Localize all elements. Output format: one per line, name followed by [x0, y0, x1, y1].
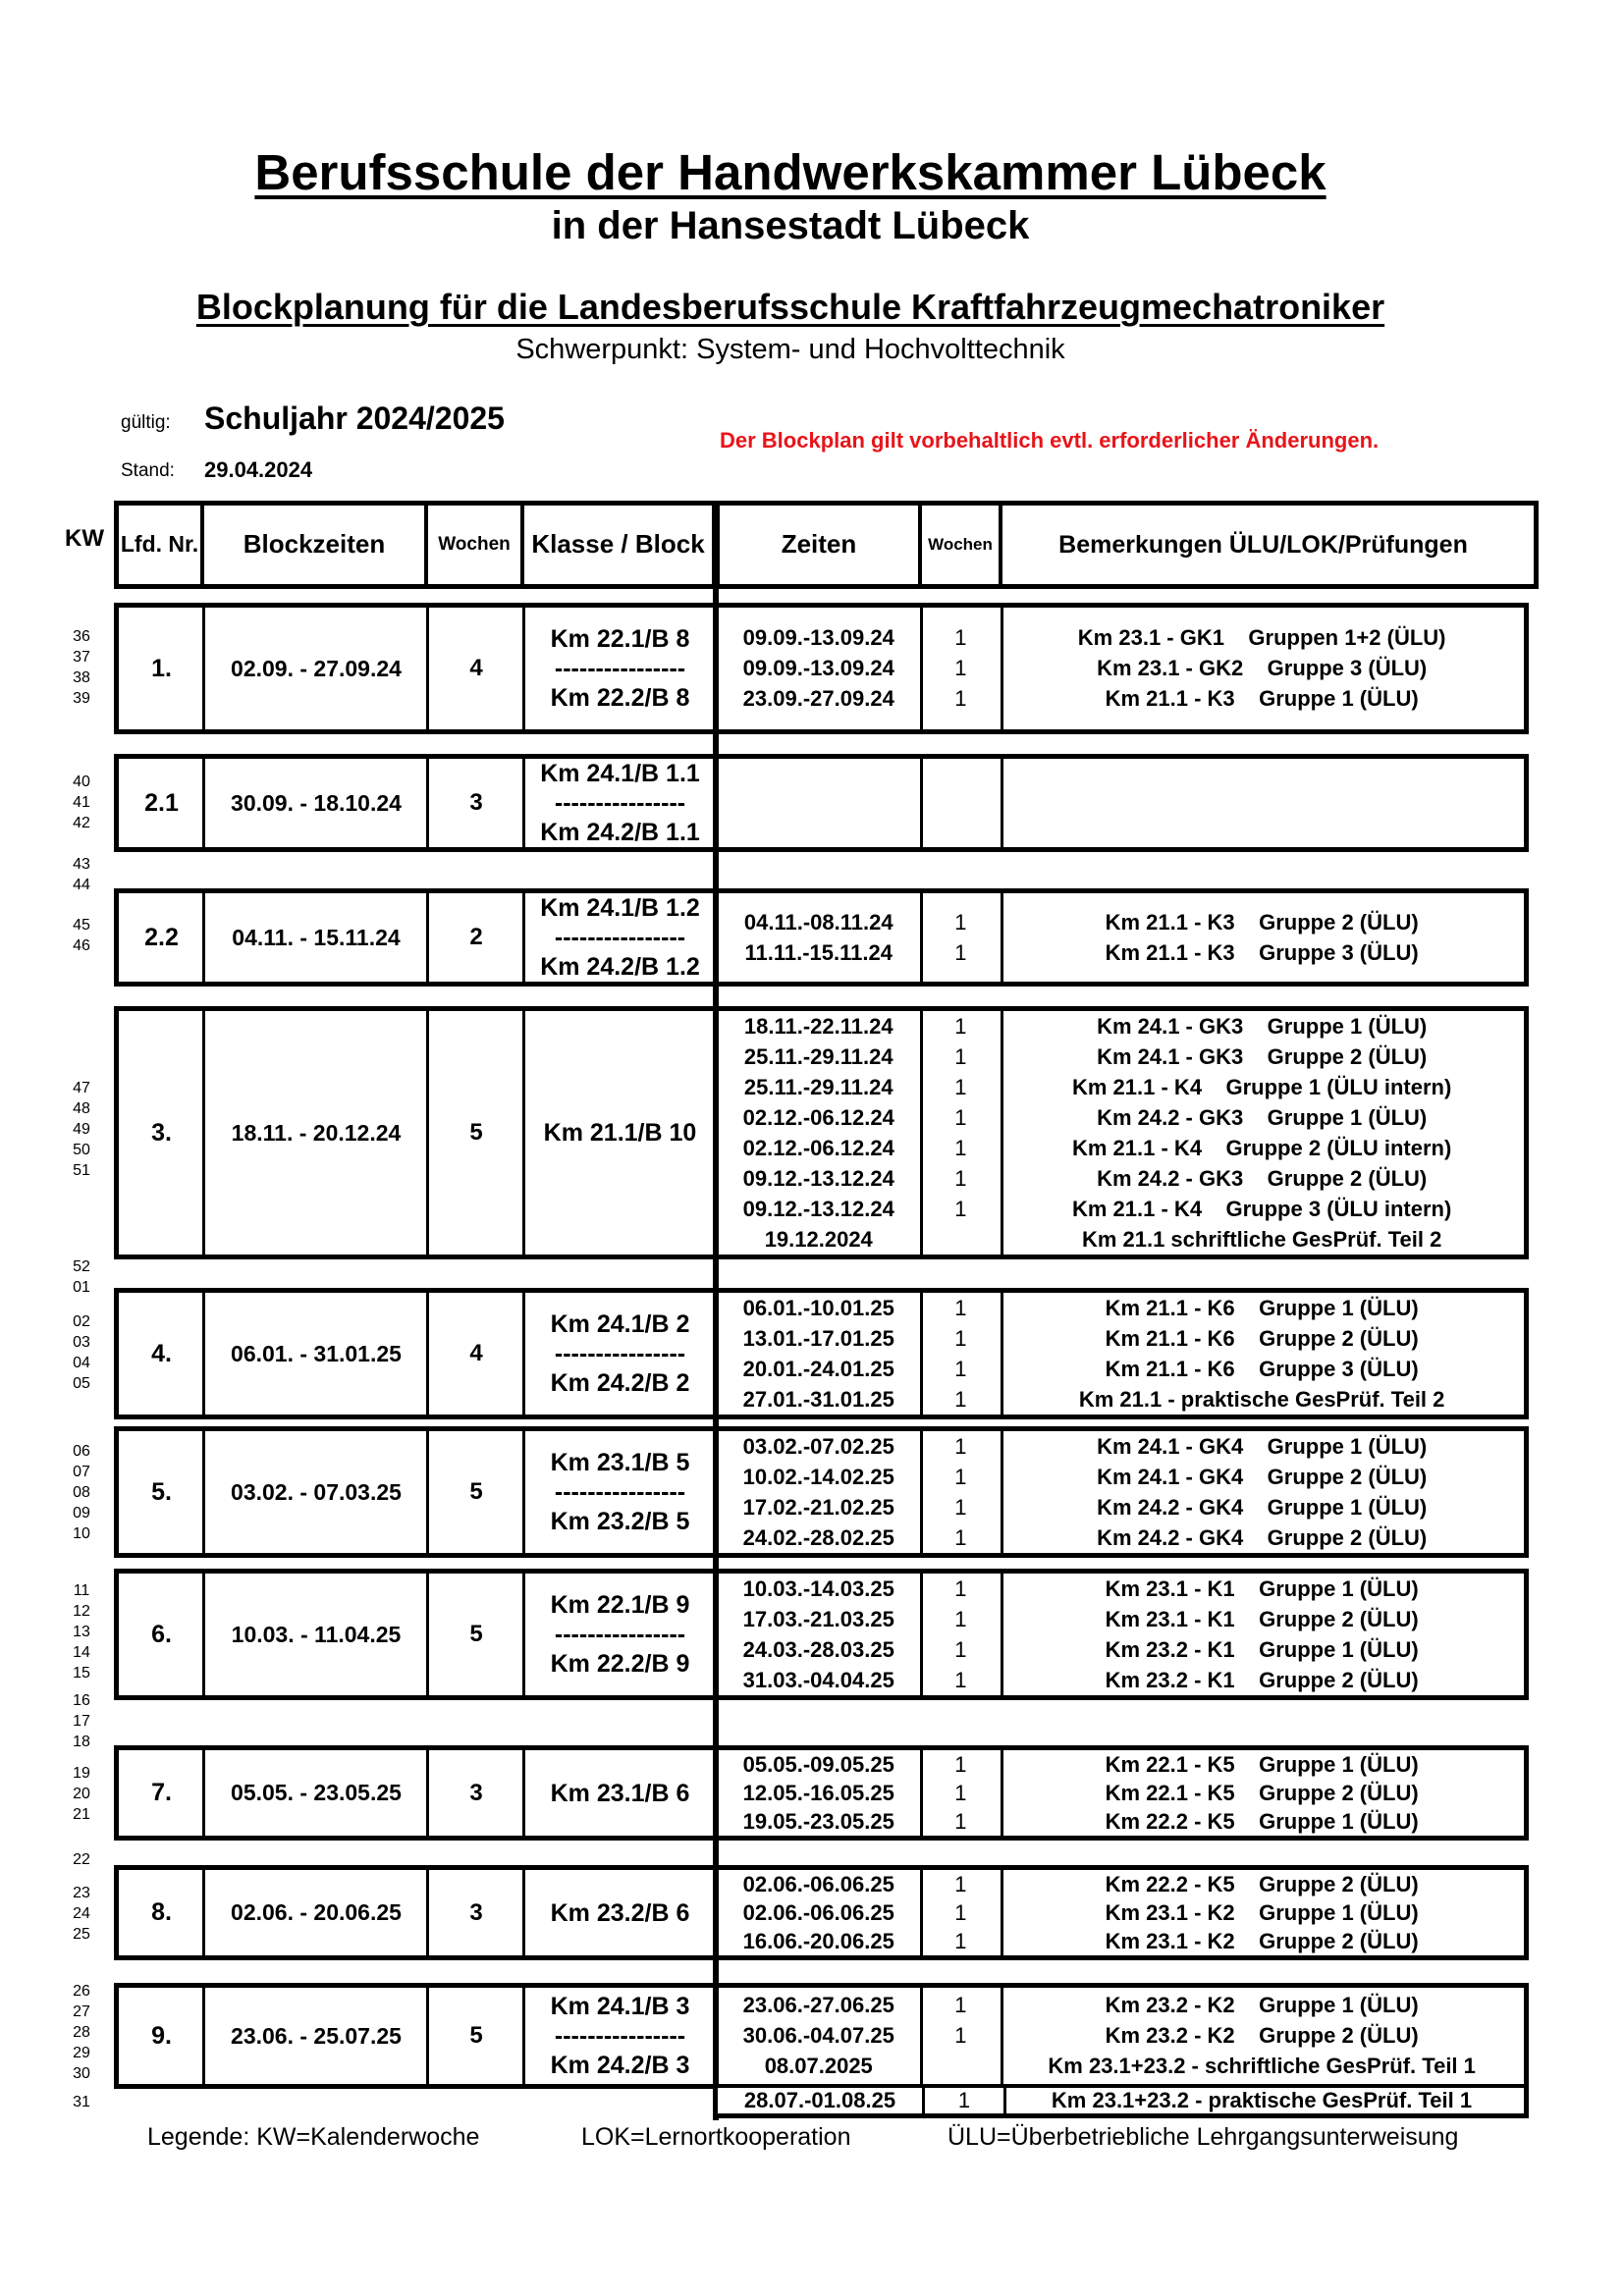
- block-detail-rows: [716, 893, 1524, 982]
- last-row: [713, 2085, 1529, 2118]
- block-detail-rows: [716, 759, 1524, 847]
- block-weeks: 4: [469, 1340, 483, 1366]
- row-weeks: 1: [954, 1074, 967, 1099]
- row-weeks: 1: [954, 656, 967, 680]
- kw-list: [62, 1883, 101, 1945]
- row-period: 19.05.-23.05.25: [742, 1808, 894, 1834]
- kw-number: 30: [73, 2065, 90, 2082]
- kw-list: [62, 915, 101, 956]
- row-remark: Km 21.1 - K6 Gruppe 3 (ÜLU): [1105, 1356, 1419, 1381]
- kw-gap-3: 16 17 18: [73, 1692, 90, 1750]
- bemerkungen-header: Bemerkungen ÜLU/LOK/Prüfungen: [1058, 530, 1468, 559]
- class-separator: ----------------: [554, 655, 686, 682]
- kw-list: [62, 626, 101, 709]
- kw-number: 02: [73, 1313, 90, 1330]
- row-period: 09.12.-13.12.24: [742, 1196, 894, 1221]
- block-period: 10.03. - 11.04.25: [231, 1621, 402, 1647]
- row-period: 25.11.-29.11.24: [743, 1074, 893, 1099]
- class-label: Km 24.1/B 3: [550, 1993, 690, 2020]
- block-number: 7.: [151, 1779, 172, 1806]
- row-weeks: 1: [954, 1135, 967, 1160]
- row-weeks: 1: [954, 686, 967, 711]
- table-row: [716, 1323, 1524, 1354]
- wochen-header: Wochen: [428, 506, 524, 584]
- block-detail-rows: [716, 1574, 1524, 1695]
- kw-list: [62, 1580, 101, 1683]
- row-weeks: 1: [954, 2023, 967, 2048]
- row-weeks: 1: [954, 1013, 967, 1039]
- kw-number: 13: [73, 1624, 90, 1640]
- row-period: 25.11.-29.11.24: [743, 1043, 893, 1069]
- blockzeiten-header: Blockzeiten: [204, 506, 428, 584]
- row-period: 23.09.-27.09.24: [742, 686, 894, 711]
- klasse-header: Klasse / Block: [524, 506, 716, 584]
- block-class: [524, 1870, 716, 1955]
- table-row: [716, 654, 1524, 684]
- kw-number: 09: [73, 1505, 90, 1522]
- block-period: 06.01. - 31.01.25: [231, 1340, 402, 1366]
- row-weeks: 1: [954, 1636, 967, 1662]
- row-weeks: 1: [954, 1606, 967, 1631]
- table-row: [716, 623, 1524, 654]
- row-period: 23.06.-27.06.25: [742, 1993, 894, 2017]
- table-row: [716, 1354, 1524, 1384]
- row-period: 13.01.-17.01.25: [742, 1325, 894, 1351]
- kw-number: 21: [73, 1806, 90, 1823]
- table-row: [716, 937, 1524, 968]
- kw-number: 07: [73, 1464, 90, 1480]
- legend-lok: LOK=Lernortkooperation: [581, 2123, 851, 2151]
- kw-number: 03: [73, 1334, 90, 1351]
- block-3: [114, 888, 1529, 987]
- kw-number: 46: [73, 937, 90, 954]
- table-row: [716, 1665, 1524, 1695]
- class-label: Km 23.2/B 6: [550, 1898, 690, 1927]
- table-row: [716, 1163, 1524, 1194]
- kw-number: 47: [73, 1080, 90, 1096]
- row-remark: Km 23.1 - K1 Gruppe 1 (ÜLU): [1105, 1575, 1419, 1601]
- block-class: [524, 1574, 716, 1695]
- kw-gap-4: 22: [73, 1851, 90, 1868]
- plan-title: Blockplanung für die Landesberufsschule Kraftfahrzeugmechatroniker: [195, 287, 1385, 327]
- table-row: [716, 1522, 1524, 1553]
- kw-number: 41: [73, 794, 90, 811]
- class-label: Km 22.2/B 8: [550, 684, 690, 712]
- block-7: [114, 1569, 1529, 1700]
- wochen2-header: Wochen: [922, 506, 1002, 584]
- row-weeks: 1: [954, 1667, 967, 1692]
- block-period: 23.06. - 25.07.25: [231, 2022, 402, 2049]
- block-period: 05.05. - 23.05.25: [231, 1780, 402, 1805]
- row-weeks: 1: [954, 1871, 967, 1896]
- row-remark: Km 23.1 - GK2 Gruppe 3 (ÜLU): [1097, 656, 1428, 680]
- table-row: [716, 1634, 1524, 1665]
- row-weeks: 1: [954, 625, 967, 650]
- row-period: 19.12.2024: [764, 1226, 873, 1252]
- last-row-wochen: 1: [957, 2088, 971, 2112]
- kw-number: 12: [73, 1603, 90, 1620]
- table-row: [716, 1293, 1524, 1323]
- row-period: 03.02.-07.02.25: [742, 1433, 894, 1459]
- block-number: 3.: [151, 1118, 172, 1147]
- block-weeks: 4: [469, 655, 483, 681]
- row-remark: Km 21.1 - K3 Gruppe 3 (ÜLU): [1105, 939, 1419, 965]
- kw-number: 06: [73, 1443, 90, 1460]
- class-label: Km 23.1/B 6: [550, 1779, 690, 1807]
- row-remark: Km 21.1 - K3 Gruppe 2 (ÜLU): [1105, 909, 1419, 934]
- class-separator: ----------------: [554, 1621, 686, 1648]
- row-remark: Km 21.1 - K6 Gruppe 2 (ÜLU): [1105, 1325, 1419, 1351]
- class-label: Km 22.1/B 9: [550, 1591, 690, 1619]
- table-row: [716, 1102, 1524, 1133]
- row-weeks: 1: [954, 1524, 967, 1550]
- stand-value: 29.04.2024: [204, 457, 313, 482]
- block-6: [114, 1426, 1529, 1558]
- row-remark: Km 22.2 - K5 Gruppe 1 (ÜLU): [1105, 1808, 1419, 1834]
- kw-list: [62, 1981, 101, 2084]
- row-weeks: 1: [954, 909, 967, 934]
- block-class: [524, 1750, 716, 1836]
- row-period: 27.01.-31.01.25: [742, 1386, 894, 1412]
- kw-number: 05: [73, 1375, 90, 1392]
- row-period: 02.06.-06.06.25: [742, 1899, 894, 1925]
- table-row: [716, 684, 1524, 715]
- class-label: Km 24.1/B 1.1: [540, 760, 700, 787]
- class-separator: ----------------: [554, 2022, 686, 2050]
- block-number: 5.: [151, 1477, 172, 1506]
- zeiten-header: Zeiten: [716, 506, 922, 584]
- lfd-header: Lfd. Nr.: [119, 506, 204, 584]
- kw-gap-5: 31: [73, 2094, 90, 2110]
- row-weeks: 1: [954, 1494, 967, 1520]
- row-weeks: 1: [954, 1386, 967, 1412]
- kw-number: 11: [73, 1582, 90, 1599]
- block-9: [114, 1865, 1529, 1960]
- table-row: [716, 1807, 1524, 1836]
- kw-number: 48: [73, 1100, 90, 1117]
- row-remark: Km 23.1 - GK1 Gruppen 1+2 (ÜLU): [1077, 625, 1446, 650]
- table-row: [716, 1462, 1524, 1492]
- kw-number: 20: [73, 1786, 90, 1802]
- kw-list: [62, 1441, 101, 1544]
- class-label: Km 24.2/B 1.1: [540, 819, 700, 846]
- row-remark: Km 23.1 - K2 Gruppe 2 (ÜLU): [1105, 1928, 1419, 1953]
- kw-number: 45: [73, 917, 90, 934]
- class-separator: ----------------: [554, 789, 686, 817]
- block-weeks: 2: [469, 924, 483, 950]
- kw-number: 25: [73, 1926, 90, 1943]
- notice-text: Der Blockplan gilt vorbehaltlich evtl. erforderlicher Änderungen.: [720, 428, 1380, 453]
- school-title: Berufsschule der Handwerkskammer Lübeck: [254, 144, 1326, 200]
- table-row: [716, 1133, 1524, 1163]
- table-row: [716, 2052, 1524, 2082]
- block-detail-rows: [716, 1870, 1524, 1955]
- row-remark: Km 24.1 - GK4 Gruppe 1 (ÜLU): [1097, 1433, 1428, 1459]
- block-detail-rows: [716, 1750, 1524, 1836]
- row-weeks: 1: [954, 1780, 967, 1805]
- block-class: [524, 1431, 716, 1553]
- kw-list: [62, 1763, 101, 1825]
- class-separator: ----------------: [554, 1340, 686, 1367]
- row-remark: Km 23.2 - K1 Gruppe 1 (ÜLU): [1105, 1636, 1419, 1662]
- kw-number: 27: [73, 2003, 90, 2020]
- row-weeks: 1: [954, 939, 967, 965]
- block-class: [524, 608, 716, 729]
- row-remark: Km 24.1 - GK4 Gruppe 2 (ÜLU): [1097, 1464, 1428, 1489]
- block-detail-rows: [716, 1293, 1524, 1415]
- block-detail-rows: [716, 1431, 1524, 1553]
- table-row: [716, 1870, 1524, 1898]
- kw-list: [62, 1311, 101, 1394]
- row-weeks: 1: [954, 1295, 967, 1320]
- row-remark: Km 21.1 - praktische GesPrüf. Teil 2: [1078, 1386, 1445, 1412]
- block-number: 9.: [151, 2021, 172, 2050]
- block-class: [524, 1988, 716, 2084]
- kw-gap-2: 52 01: [73, 1258, 90, 1296]
- row-period: 02.12.-06.12.24: [742, 1135, 894, 1160]
- legend-ulu: ÜLU=Überbetriebliche Lehrgangsunterweisung: [947, 2123, 1459, 2151]
- row-remark: Km 23.1 - K2 Gruppe 1 (ÜLU): [1105, 1899, 1419, 1925]
- block-weeks: 5: [469, 2022, 483, 2049]
- row-weeks: 1: [954, 1433, 967, 1459]
- block-class: [524, 893, 716, 982]
- table-row: [716, 1779, 1524, 1807]
- block-8: [114, 1745, 1529, 1841]
- row-period: 18.11.-22.11.24: [743, 1013, 893, 1039]
- kw-list: [62, 1078, 101, 1181]
- stand-label: Stand:: [121, 460, 175, 481]
- block-number: 6.: [151, 1620, 172, 1648]
- row-weeks: 1: [954, 1575, 967, 1601]
- last-row-zeit: 28.07.-01.08.25: [743, 2088, 896, 2112]
- row-period: 09.09.-13.09.24: [742, 656, 894, 680]
- kw-number: 14: [73, 1644, 90, 1661]
- row-remark: Km 23.2 - K2 Gruppe 1 (ÜLU): [1105, 1993, 1419, 2017]
- row-remark: Km 24.1 - GK3 Gruppe 1 (ÜLU): [1097, 1013, 1428, 1039]
- table-row: [716, 1011, 1524, 1041]
- block-1: [114, 603, 1529, 734]
- block-weeks: 3: [469, 1898, 483, 1926]
- row-remark: Km 21.1 - K4 Gruppe 1 (ÜLU intern): [1072, 1074, 1452, 1099]
- block-2: [114, 754, 1529, 852]
- kw-number: 24: [73, 1905, 90, 1922]
- row-remark: Km 24.2 - GK4 Gruppe 1 (ÜLU): [1097, 1494, 1428, 1520]
- row-remark: Km 21.1 - K6 Gruppe 1 (ÜLU): [1105, 1295, 1419, 1320]
- kw-number: 39: [73, 690, 90, 707]
- block-4: [114, 1006, 1529, 1259]
- table-row: [716, 1194, 1524, 1224]
- block-period: 04.11. - 15.11.24: [232, 924, 401, 950]
- row-period: 09.12.-13.12.24: [742, 1165, 894, 1191]
- class-label: Km 22.2/B 9: [550, 1650, 690, 1678]
- kw-number: 08: [73, 1484, 90, 1501]
- row-weeks: 1: [954, 1928, 967, 1953]
- kw-number: 51: [73, 1162, 90, 1179]
- kw-number: 38: [73, 669, 90, 686]
- class-label: Km 24.2/B 1.2: [540, 953, 700, 981]
- row-remark: Km 22.1 - K5 Gruppe 1 (ÜLU): [1105, 1751, 1419, 1777]
- row-remark: Km 23.2 - K1 Gruppe 2 (ÜLU): [1105, 1667, 1419, 1692]
- class-separator: ----------------: [554, 1478, 686, 1506]
- block-period: 18.11. - 20.12.24: [231, 1119, 402, 1146]
- table-row: [716, 1574, 1524, 1604]
- row-remark: Km 23.1 - K1 Gruppe 2 (ÜLU): [1105, 1606, 1419, 1631]
- row-remark: Km 24.2 - GK3 Gruppe 2 (ÜLU): [1097, 1165, 1428, 1191]
- table-row: [716, 1604, 1524, 1634]
- row-weeks: 1: [954, 1356, 967, 1381]
- class-label: Km 23.2/B 5: [550, 1508, 690, 1535]
- block-period: 03.02. - 07.03.25: [231, 1478, 402, 1505]
- block-number: 1.: [151, 654, 172, 682]
- valid-label: gültig:: [121, 412, 171, 433]
- kw-list: [62, 772, 101, 833]
- block-detail-rows: [716, 608, 1524, 729]
- block-weeks: 5: [469, 1621, 483, 1647]
- row-weeks: 1: [954, 1325, 967, 1351]
- last-row-bem: Km 23.1+23.2 - praktische GesPrüf. Teil 1: [1051, 2088, 1473, 2112]
- block-number: 4.: [151, 1339, 172, 1367]
- row-weeks: 1: [954, 1104, 967, 1130]
- row-period: 08.07.2025: [764, 2054, 873, 2078]
- table-row: [716, 1898, 1524, 1927]
- table-row: [716, 1750, 1524, 1779]
- block-number: 8.: [151, 1898, 172, 1926]
- table-row: [716, 1991, 1524, 2021]
- block-class: [524, 1011, 716, 1255]
- row-remark: Km 24.2 - GK3 Gruppe 1 (ÜLU): [1097, 1104, 1428, 1130]
- row-period: 06.01.-10.01.25: [742, 1295, 894, 1320]
- class-label: Km 24.1/B 2: [550, 1310, 690, 1338]
- kw-number: 19: [73, 1765, 90, 1782]
- row-weeks: 1: [954, 1165, 967, 1191]
- row-remark: Km 22.1 - K5 Gruppe 2 (ÜLU): [1105, 1780, 1419, 1805]
- block-period: 02.06. - 20.06.25: [231, 1899, 402, 1925]
- kw-header: KW: [65, 525, 104, 552]
- kw-number: 10: [73, 1525, 90, 1542]
- block-5: [114, 1288, 1529, 1419]
- table-row: [716, 1041, 1524, 1072]
- class-label: Km 22.1/B 8: [550, 625, 690, 653]
- table-row: [716, 1927, 1524, 1955]
- kw-number: 26: [73, 1983, 90, 2000]
- kw-number: 04: [73, 1355, 90, 1371]
- kw-number: 15: [73, 1665, 90, 1682]
- kw-number: 40: [73, 774, 90, 790]
- row-remark: Km 21.1 - K3 Gruppe 1 (ÜLU): [1105, 686, 1419, 711]
- block-period: 30.09. - 18.10.24: [231, 789, 402, 816]
- block-class: [524, 1293, 716, 1415]
- row-weeks: 1: [954, 1751, 967, 1777]
- row-period: 17.02.-21.02.25: [742, 1494, 894, 1520]
- table-row: [716, 1224, 1524, 1255]
- row-remark: Km 23.2 - K2 Gruppe 2 (ÜLU): [1105, 2023, 1419, 2048]
- class-label: Km 24.2/B 2: [550, 1369, 690, 1397]
- row-period: 09.09.-13.09.24: [742, 625, 894, 650]
- row-period: 30.06.-04.07.25: [742, 2023, 894, 2048]
- kw-number: 28: [73, 2024, 90, 2041]
- row-period: 05.05.-09.05.25: [742, 1751, 894, 1777]
- row-remark: Km 21.1 schriftliche GesPrüf. Teil 2: [1081, 1226, 1442, 1252]
- kw-number: 42: [73, 815, 90, 831]
- legend-kw: Legende: KW=Kalenderwoche: [147, 2123, 480, 2151]
- row-weeks: 1: [954, 1196, 967, 1221]
- block-period: 02.09. - 27.09.24: [231, 655, 402, 681]
- row-period: 16.06.-20.06.25: [742, 1928, 894, 1953]
- row-period: 24.02.-28.02.25: [742, 1524, 894, 1550]
- kw-number: 49: [73, 1121, 90, 1138]
- block-detail-rows: [716, 1988, 1524, 2084]
- kw-number: 29: [73, 2045, 90, 2061]
- school-subtitle: in der Hansestadt Lübeck: [551, 204, 1030, 247]
- block-weeks: 5: [469, 1119, 483, 1146]
- table-row: [716, 1384, 1524, 1415]
- row-remark: Km 21.1 - K4 Gruppe 3 (ÜLU intern): [1072, 1196, 1452, 1221]
- block-weeks: 3: [469, 1779, 483, 1806]
- row-period: 20.01.-24.01.25: [742, 1356, 894, 1381]
- row-weeks: 1: [954, 1464, 967, 1489]
- table-row: [716, 1492, 1524, 1522]
- row-weeks: 1: [954, 1043, 967, 1069]
- block-weeks: 3: [469, 789, 483, 816]
- row-period: 17.03.-21.03.25: [742, 1606, 894, 1631]
- row-period: 02.06.-06.06.25: [742, 1871, 894, 1896]
- row-weeks: 1: [954, 1899, 967, 1925]
- row-period: 31.03.-04.04.25: [742, 1667, 894, 1692]
- block-weeks: 5: [469, 1478, 483, 1505]
- row-remark: Km 21.1 - K4 Gruppe 2 (ÜLU intern): [1072, 1135, 1452, 1160]
- row-remark: Km 23.1+23.2 - schriftliche GesPrüf. Teil 1: [1048, 2054, 1476, 2078]
- kw-number: 37: [73, 649, 90, 666]
- row-period: 02.12.-06.12.24: [742, 1104, 894, 1130]
- class-label: Km 23.1/B 5: [550, 1449, 690, 1476]
- row-period: 12.05.-16.05.25: [742, 1780, 894, 1805]
- block-number: 2.1: [144, 788, 179, 817]
- plan-focus: Schwerpunkt: System- und Hochvolttechnik: [515, 334, 1065, 365]
- row-weeks: 1: [954, 1993, 967, 2017]
- class-label: Km 21.1/B 10: [543, 1119, 697, 1147]
- kw-number: 23: [73, 1885, 90, 1901]
- kw-number: 36: [73, 628, 90, 645]
- row-period: 11.11.-15.11.24: [744, 939, 893, 965]
- table-header: [114, 501, 1539, 589]
- row-period: 10.03.-14.03.25: [742, 1575, 894, 1601]
- table-row: [716, 1072, 1524, 1102]
- table-row: [716, 2021, 1524, 2052]
- block-class: [524, 759, 716, 847]
- table-row: [716, 1431, 1524, 1462]
- row-remark: Km 24.1 - GK3 Gruppe 2 (ÜLU): [1097, 1043, 1428, 1069]
- kw-number: 50: [73, 1142, 90, 1158]
- block-detail-rows: [716, 1011, 1524, 1255]
- row-weeks: 1: [954, 1808, 967, 1834]
- block-number: 2.2: [144, 923, 179, 951]
- valid-value: Schuljahr 2024/2025: [204, 400, 505, 436]
- block-10: [114, 1983, 1529, 2089]
- row-period: 10.02.-14.02.25: [742, 1464, 894, 1489]
- class-label: Km 24.1/B 1.2: [540, 894, 700, 922]
- row-period: 24.03.-28.03.25: [742, 1636, 894, 1662]
- class-separator: ----------------: [554, 924, 686, 951]
- row-remark: Km 22.2 - K5 Gruppe 2 (ÜLU): [1105, 1871, 1419, 1896]
- kw-gap-1: 43 44: [73, 856, 90, 893]
- table-row: [716, 907, 1524, 937]
- row-period: 04.11.-08.11.24: [743, 909, 893, 934]
- row-remark: Km 24.2 - GK4 Gruppe 2 (ÜLU): [1097, 1524, 1428, 1550]
- class-label: Km 24.2/B 3: [550, 2052, 690, 2079]
